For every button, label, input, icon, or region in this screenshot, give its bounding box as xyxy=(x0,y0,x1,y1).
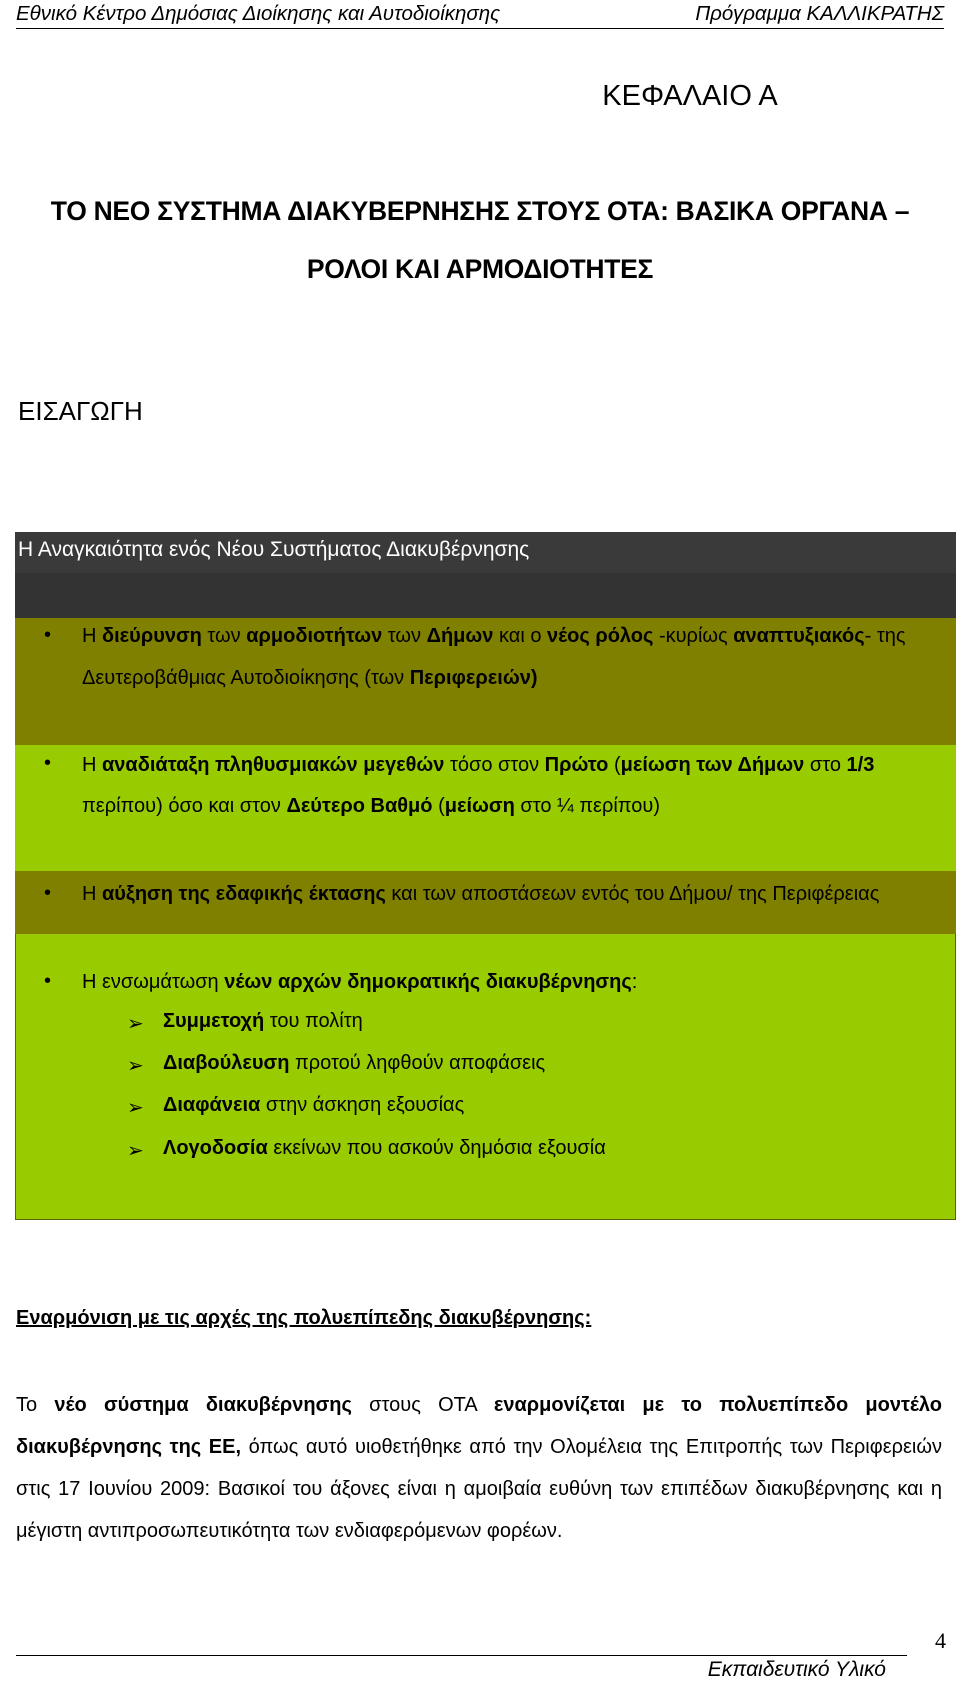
section-heading: Εναρμόνιση με τις αρχές της πολυεπίπεδης διακυβέρνησης: xyxy=(16,1307,592,1329)
bullet-icon: • xyxy=(44,970,52,992)
text: ( xyxy=(432,795,445,817)
chapter-title-line-1: ΤΟ ΝΕΟ ΣΥΣΤΗΜΑ ΔΙΑΚΥΒΕΡΝΗΣΗΣ ΣΤΟΥΣ ΟΤΑ: ΒΑΣΙΚΑ ΟΡΓΑΝΑ – xyxy=(50,196,910,226)
text: Το xyxy=(16,1394,55,1416)
text: Η xyxy=(82,625,102,647)
bold-text: Πρώτο xyxy=(544,754,609,776)
bold-text: νέος ρόλος xyxy=(547,625,654,647)
sub-list-item xyxy=(163,1094,464,1117)
bold-text: νέων αρχών δημοκρατικής διακυβέρνησης xyxy=(224,971,632,993)
bold-text: νέο σύστημα διακυβέρνησης xyxy=(54,1394,352,1416)
box-header-band xyxy=(15,573,956,618)
bold-text: διακυβέρνησης της ΕΕ, xyxy=(16,1436,242,1458)
bold-text: εναρμονίζεται με το πολυεπίπεδο μοντέλο xyxy=(493,1394,943,1416)
text: στο xyxy=(804,754,847,776)
footer-text: Εκπαιδευτικό Υλικό xyxy=(707,1658,886,1681)
bold-text: αναδιάταξη πληθυσμιακών μεγεθών xyxy=(102,754,445,776)
footer-rule xyxy=(16,1655,907,1656)
bold-text: διεύρυνση xyxy=(102,625,202,647)
text: του πολίτη xyxy=(264,1010,363,1032)
arrow-bullet-icon: ➢ xyxy=(127,1140,144,1162)
bullet-icon: • xyxy=(44,624,52,646)
text: περίπου) όσο και στον xyxy=(82,795,287,817)
bold-text: Λογοδοσία xyxy=(163,1137,268,1159)
text: ( xyxy=(608,754,621,776)
box-heading: Η Αναγκαιότητα ενός Νέου Συστήματος Διακυβέρνησης xyxy=(18,538,530,561)
bold-text: Συμμετοχή xyxy=(163,1010,265,1032)
text: - της xyxy=(864,625,906,647)
bullet-3-line-1 xyxy=(82,880,879,908)
box-header xyxy=(15,532,956,618)
chapter-title-line-2: ΡΟΛΟΙ ΚΑΙ ΑΡΜΟΔΙΟΤΗΤΕΣ xyxy=(306,254,654,284)
sub-list-item xyxy=(163,1052,545,1075)
paragraph-line xyxy=(16,1510,942,1552)
body-paragraph xyxy=(16,1384,942,1552)
bullet-1-line-1 xyxy=(82,622,906,650)
arrow-bullet-icon: ➢ xyxy=(127,1097,144,1119)
text: στους ΟΤΑ xyxy=(351,1394,494,1416)
arrow-bullet-icon: ➢ xyxy=(127,1013,144,1035)
sub-list-item xyxy=(163,1010,363,1033)
header-program: Πρόγραμμα ΚΑΛΛΙΚΡΑΤΗΣ xyxy=(695,2,944,25)
paragraph-line xyxy=(16,1426,942,1468)
bold-text: μείωση των Δήμων xyxy=(620,754,805,776)
bold-text: Διαφάνεια xyxy=(163,1094,261,1116)
bold-text: αύξηση της εδαφικής έκτασης xyxy=(102,883,386,905)
text: : xyxy=(631,971,638,993)
text: στο ¼ περίπου) xyxy=(514,795,661,817)
bold-text: Δεύτερο Βαθμό xyxy=(286,795,433,817)
page-number: 4 xyxy=(935,1628,946,1653)
text: των xyxy=(201,625,247,647)
text: -κυρίως xyxy=(653,625,734,647)
header-institution: Εθνικό Κέντρο Δημόσιας Διοίκησης και Αυτοδιοίκησης xyxy=(16,2,501,25)
text: και των αποστάσεων εντός του Δήμου/ της Περιφέρειας xyxy=(385,883,880,905)
bullet-icon: • xyxy=(44,882,52,904)
text: Η xyxy=(82,754,102,776)
chapter-label: ΚΕΦΑΛΑΙΟ Α xyxy=(602,80,778,112)
text: των xyxy=(382,625,427,647)
text: Η xyxy=(82,883,102,905)
text: εκείνων που ασκούν δημόσια εξουσία xyxy=(267,1137,606,1159)
bold-text: Δήμων xyxy=(426,625,494,647)
bold-text: μείωση xyxy=(444,795,515,817)
running-header xyxy=(16,2,944,29)
text: και ο xyxy=(493,625,547,647)
text: στην άσκηση εξουσίας xyxy=(260,1094,465,1116)
arrow-bullet-icon: ➢ xyxy=(127,1055,144,1077)
text: Δευτεροβάθμιας Αυτοδιοίκησης (των xyxy=(82,667,410,689)
text: προτού ληφθούν αποφάσεις xyxy=(289,1052,546,1074)
intro-heading: ΕΙΣΑΓΩΓΗ xyxy=(18,396,143,426)
bullet-icon: • xyxy=(44,752,52,774)
bullet-1-line-2 xyxy=(82,664,538,692)
text: μέγιστη αντιπροσωπευτικότητα των ενδιαφερόμενων φορέων. xyxy=(16,1520,563,1542)
bold-text: Περιφερειών) xyxy=(409,667,538,689)
bold-text: 1/3 xyxy=(846,754,875,776)
bullet-2-line-2 xyxy=(82,792,660,820)
bold-text: αναπτυξιακός xyxy=(733,625,865,647)
text: τόσο στον xyxy=(444,754,545,776)
bullet-2-line-1 xyxy=(82,751,874,779)
paragraph-line xyxy=(16,1468,942,1510)
bold-text: αρμοδιοτήτων xyxy=(246,625,383,647)
text: Η ενσωμάτωση xyxy=(82,971,225,993)
text: στις 17 Ιουνίου 2009: Βασικοί του άξονες είναι η αμοιβαία ευθύνη των επιπέδων διακυβέρνησης και η xyxy=(16,1478,942,1500)
bold-text: Διαβούλευση xyxy=(163,1052,290,1074)
text: όπως αυτό υιοθετήθηκε από την Ολομέλεια της Επιτροπής των Περιφερειών xyxy=(241,1436,942,1458)
bullet-4-line-1 xyxy=(82,968,637,996)
paragraph-line xyxy=(16,1384,942,1426)
sub-list-item xyxy=(163,1137,606,1160)
